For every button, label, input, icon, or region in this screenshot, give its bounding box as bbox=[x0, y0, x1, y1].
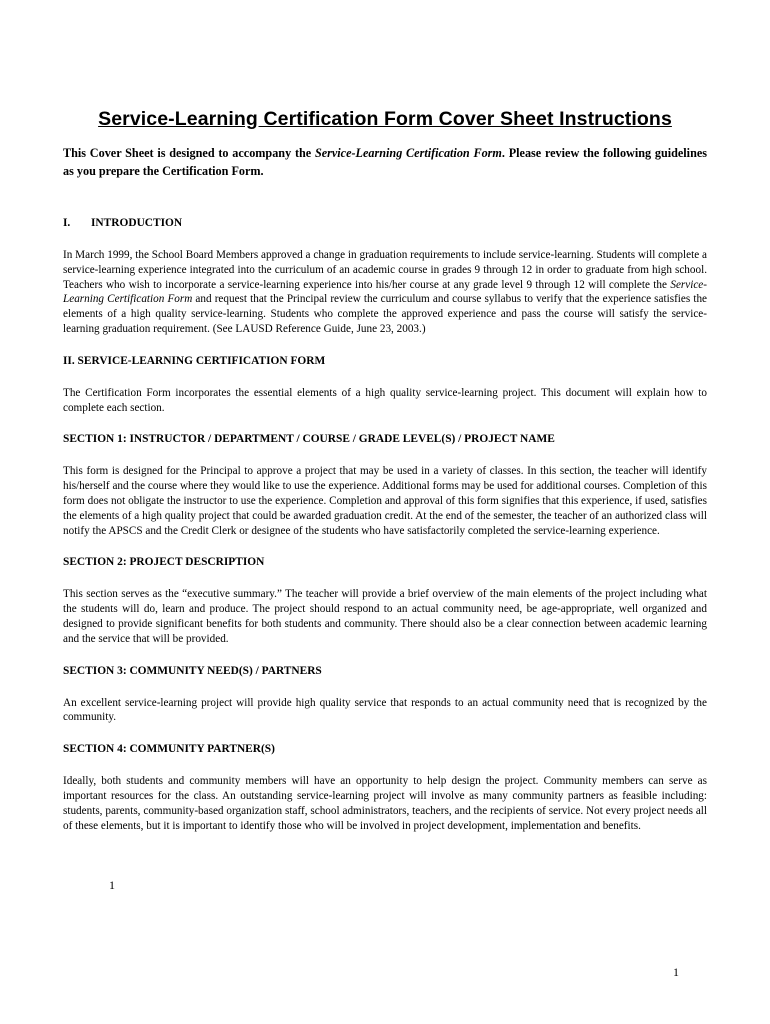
introduction-text-before: In March 1999, the School Board Members approved a change in graduation requirements to include service-learning. Students will complete a service-learning experience integrated into the curriculum of an academic course in grades 9 through 12 in order to graduate from high school. Teachers who wish to incorporate a service-learning experience into his/her course at any grade level 9 through 12 will complete the bbox=[63, 249, 707, 291]
section1-paragraph: This form is designed for the Principal to approve a project that may be used in a variety of classes. In this section, the teacher will identify his/herself and the course where they would like to use the experience. Additional forms may be used for additional courses. Completion of this form does not obligate the instructor to use the experience. Completion and approval of this form signifies that this experience, if used, satisfies the elements of a high quality project that could be awarded graduation credit. At the end of the semester, the teacher of an authorized class will notify the APSCS and the Credit Clerk or designee of the students who have satisfactorily completed the service-learning experience. bbox=[63, 465, 707, 537]
intro-paragraph bbox=[63, 145, 707, 180]
section-heading-section1: SECTION 1: INSTRUCTOR / DEPARTMENT / COURSE / GRADE LEVEL(S) / PROJECT NAME bbox=[63, 433, 555, 446]
section-heading-introduction bbox=[63, 216, 707, 230]
page-title: Service-Learning Certification Form Cover Sheet Instructions bbox=[98, 108, 672, 130]
roman-numeral: I. bbox=[63, 217, 71, 229]
section-heading-certification-form: II. SERVICE-LEARNING CERTIFICATION FORM bbox=[63, 354, 326, 367]
page-number: 1 bbox=[673, 965, 679, 979]
document-page bbox=[63, 108, 707, 850]
intro-text-italic: Service-Learning Certification Form bbox=[314, 146, 502, 160]
section2-paragraph: This section serves as the “executive summary.” The teacher will provide a brief overview of the main elements of the project including what the students will do, learn and produce. The project should respond to an actual community need, be age-appropriate, well organized and designed to provide significant benefits for both students and community. There should also be a clear connection between academic learning and the service that will be provided. bbox=[63, 588, 707, 645]
section-heading-section2: SECTION 2: PROJECT DESCRIPTION bbox=[63, 556, 265, 569]
certification-form-paragraph: The Certification Form incorporates the essential elements of a high quality service-learning project. This document will explain how to complete each section. bbox=[63, 386, 707, 414]
section3-paragraph: An excellent service-learning project will provide high quality service that responds to an actual community need that is recognized by the community. bbox=[63, 696, 707, 724]
section-heading-section4: SECTION 4: COMMUNITY PARTNER(S) bbox=[63, 743, 275, 756]
section-heading-section3: SECTION 3: COMMUNITY NEED(S) / PARTNERS bbox=[63, 664, 322, 677]
intro-text-after: . Please review the following guidelines as you prepare the Certification Form. bbox=[63, 146, 708, 178]
intro-text-before: This Cover Sheet is designed to accompany the bbox=[63, 146, 315, 160]
introduction-text-italic: Service-Learning Certification Form bbox=[63, 278, 707, 306]
introduction-paragraph bbox=[63, 248, 707, 337]
section4-paragraph: Ideally, both students and community members will have an opportunity to help design the project. Community members can serve as important resources for the class. An outstanding service-learning project will involve as many community partners as feasible including: students, parents, community-based organization staff, school administrators, teachers, and the recipients of service. Not every project needs all of these elements, but it is important to identify those who will be involved in project development, implementation and benefits. bbox=[63, 775, 707, 832]
footnote-number: 1 bbox=[109, 878, 115, 892]
introduction-text-after: and request that the Principal review the curriculum and course syllabus to verify that the experience satisfies the elements of a high quality service-learning. Students who complete the approved experience and pass the course will satisfy the service-learning graduation requirement. (See LAUSD Reference Guide, June 23, 2003.) bbox=[63, 293, 708, 335]
heading-label: INTRODUCTION bbox=[91, 217, 183, 229]
